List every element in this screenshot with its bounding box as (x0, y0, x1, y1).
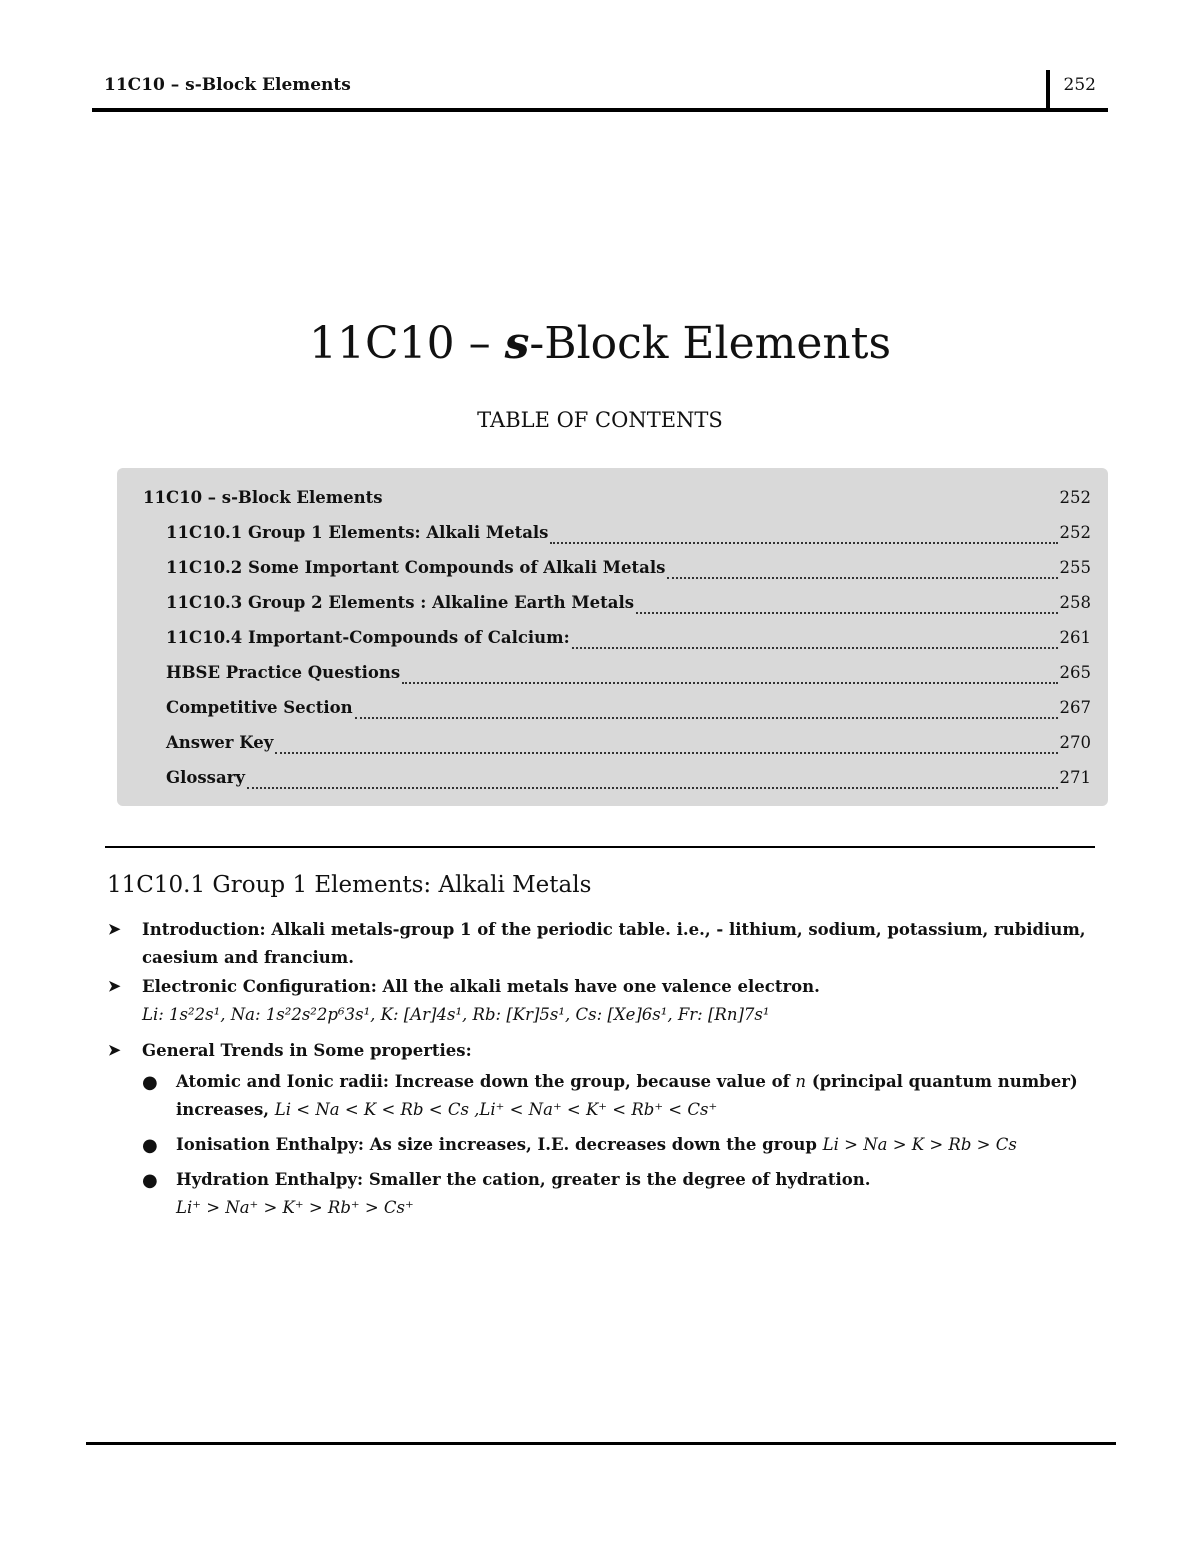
toc-leader (355, 703, 1058, 719)
intro-line-1: Introduction: Alkali metals-group 1 of the periodic table. i.e., - lithium, sodium, potassium, rubidium, (142, 920, 1086, 939)
running-header-title: 11C10 – s-Block Elements (104, 75, 351, 95)
toc-entry-page: 267 (1059, 698, 1091, 717)
toc-heading: TABLE OF CONTENTS (477, 408, 723, 432)
hydration-bullet (176, 1166, 1106, 1222)
toc-entry-page: 258 (1059, 593, 1091, 612)
toc-entry-group2[interactable] (166, 593, 1091, 619)
radii-line-1-text: Atomic and Ionic radii: Increase down the group, because value of (176, 1072, 790, 1091)
footer-rule (86, 1442, 1116, 1445)
arrow-bullet-icon: ➤ (108, 920, 121, 938)
toc-entry-hbse[interactable] (166, 663, 1091, 689)
chapter-title (0, 318, 1200, 369)
bullet-dot-icon: ● (142, 1170, 158, 1191)
toc-entry-label: 11C10.4 Important-Compounds of Calcium: (166, 628, 570, 647)
toc-entry-label: Answer Key (166, 733, 274, 752)
hydration-text: Hydration Enthalpy: Smaller the cation, greater is the degree of hydration. (176, 1170, 871, 1189)
arrow-bullet-icon: ➤ (108, 977, 121, 995)
toc-entry-label: 11C10 – s-Block Elements (143, 488, 383, 507)
chapter-title-suffix: -Block Elements (529, 318, 892, 369)
toc-entry-page: 270 (1059, 733, 1091, 752)
intro-bullet (142, 916, 1102, 972)
trends-title: General Trends in Some properties: (142, 1041, 472, 1060)
radii-formula: Li < Na < K < Rb < Cs ,Li⁺ < Na⁺ < K⁺ < Rb⁺ < Cs⁺ (274, 1100, 718, 1119)
toc-entry-page: 271 (1059, 768, 1091, 787)
ionisation-text: Ionisation Enthalpy: As size increases, I.E. decreases down the group (176, 1135, 817, 1154)
toc-entry-label: HBSE Practice Questions (166, 663, 401, 682)
toc-entry-page: 265 (1059, 663, 1091, 682)
header-rule (92, 108, 1108, 112)
toc-entry-chapter[interactable] (143, 488, 1091, 514)
chapter-title-s: s (504, 318, 530, 369)
toc-leader (550, 528, 1057, 544)
intro-line-2: caesium and francium. (142, 948, 354, 967)
electronic-config-formula: Li: 1s²2s¹, Na: 1s²2s²2p⁶3s¹, K: [Ar]4s¹, Rb: [Kr]5s¹, Cs: [Xe]6s¹, Fr: [Rn]7s¹ (142, 1005, 770, 1024)
bullet-dot-icon: ● (142, 1135, 158, 1156)
toc-entry-glossary[interactable] (166, 768, 1091, 794)
toc-entry-group1[interactable] (166, 523, 1091, 549)
toc-entry-label: Glossary (166, 768, 245, 787)
toc-entry-label: Competitive Section (166, 698, 353, 717)
ionisation-formula: Li > Na > K > Rb > Cs (822, 1135, 1017, 1154)
toc-entry-alkali-compounds[interactable] (166, 558, 1091, 584)
toc-entry-calcium-compounds[interactable] (166, 628, 1091, 654)
hydration-formula: Li⁺ > Na⁺ > K⁺ > Rb⁺ > Cs⁺ (176, 1198, 414, 1217)
toc-leader (402, 668, 1057, 684)
page-header (92, 70, 1108, 110)
toc-leader (636, 598, 1057, 614)
toc-entry-page: 261 (1059, 628, 1091, 647)
section-heading: 11C10.1 Group 1 Elements: Alkali Metals (107, 872, 592, 898)
bullet-dot-icon: ● (142, 1072, 158, 1093)
arrow-bullet-icon: ➤ (108, 1041, 121, 1059)
radii-line-1-end: (principal quantum number) (811, 1072, 1078, 1091)
toc-entry-page: 252 (1059, 488, 1091, 507)
toc-entry-label: 11C10.3 Group 2 Elements : Alkaline Earth Metals (166, 593, 635, 612)
header-divider (1046, 70, 1050, 112)
toc-leader (667, 563, 1057, 579)
ionisation-bullet (176, 1131, 1106, 1159)
chapter-title-prefix: 11C10 – (308, 318, 505, 369)
page-number: 252 (1063, 75, 1096, 95)
section-rule (105, 846, 1095, 848)
toc-leader (247, 773, 1058, 789)
radii-line-1 (176, 1068, 1106, 1096)
radii-line-2-prefix: increases, (176, 1100, 270, 1119)
toc-entry-answer-key[interactable] (166, 733, 1091, 759)
table-of-contents (117, 468, 1108, 806)
toc-entry-page: 255 (1059, 558, 1091, 577)
toc-entry-label: 11C10.2 Some Important Compounds of Alkali Metals (166, 558, 666, 577)
radii-line-2 (176, 1096, 1106, 1124)
toc-leader (275, 738, 1057, 754)
radii-n-symbol: n (795, 1072, 807, 1091)
toc-entry-competitive[interactable] (166, 698, 1091, 724)
toc-leader (572, 633, 1058, 649)
electronic-config-line: Electronic Configuration: All the alkali metals have one valence electron. (142, 977, 820, 996)
radii-bullet (176, 1068, 1106, 1124)
toc-entry-page: 252 (1059, 523, 1091, 542)
toc-entry-label: 11C10.1 Group 1 Elements: Alkali Metals (166, 523, 549, 542)
electronic-config-bullet (142, 973, 1102, 1029)
